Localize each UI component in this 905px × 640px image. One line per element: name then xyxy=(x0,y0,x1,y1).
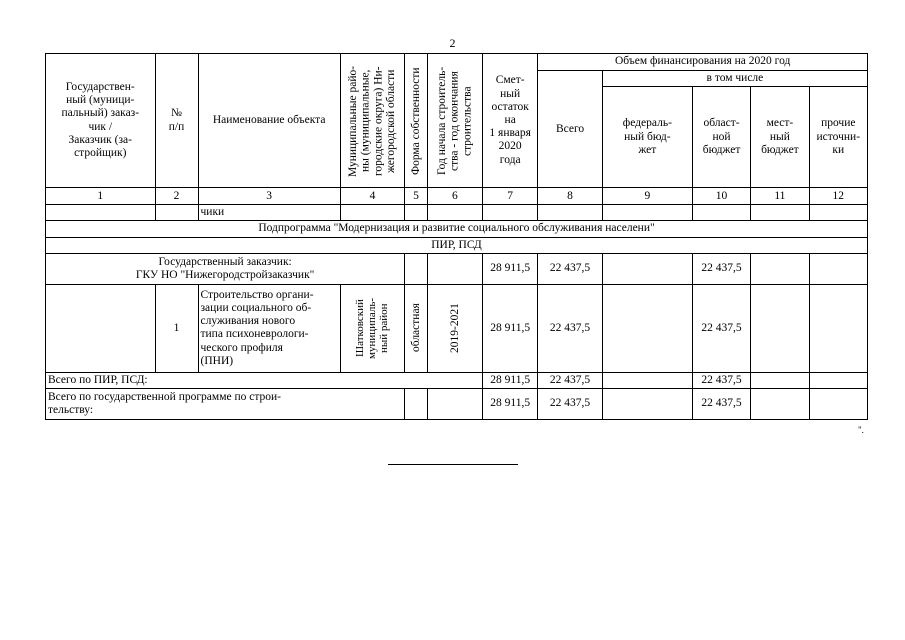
header-regional: област- ной бюджет xyxy=(692,87,750,188)
header-financing: Объем финансирования на 2020 год xyxy=(538,54,868,71)
col-number: 9 xyxy=(602,188,692,205)
col-number: 4 xyxy=(340,188,404,205)
remainder-value: 28 911,5 xyxy=(483,253,538,284)
continuation-row xyxy=(46,205,868,221)
horizontal-rule xyxy=(388,464,518,465)
item-years: 2019-2021 xyxy=(427,284,482,372)
col-number: 7 xyxy=(483,188,538,205)
item-name: Строительство органи- зации социального об- служивания нового типа психоневрологи- ческого профиля (ПНИ) xyxy=(198,284,340,372)
item-municipality: Шатковский муниципаль- ный район xyxy=(340,284,404,372)
header-row-1 xyxy=(46,54,868,71)
continuation-text: чики xyxy=(198,205,340,221)
header-local: мест- ный бюджет xyxy=(751,87,809,188)
regional-value: 22 437,5 xyxy=(692,389,750,420)
item-ownership: областная xyxy=(405,284,428,372)
col-number: 12 xyxy=(809,188,867,205)
col-number: 11 xyxy=(751,188,809,205)
regional-value: 22 437,5 xyxy=(692,284,750,372)
subprogram-row xyxy=(46,221,868,237)
header-object-name: Наименование объекта xyxy=(198,54,340,188)
header-total: Всего xyxy=(538,71,602,188)
col-number: 2 xyxy=(155,188,198,205)
total-program-row xyxy=(46,389,868,420)
header-other: прочие источни- ки xyxy=(809,87,867,188)
subprogram-title: Подпрограмма "Модернизация и развитие социального обслуживания населени" xyxy=(46,221,868,237)
header-federal: федераль- ный бюд- жет xyxy=(602,87,692,188)
item-num: 1 xyxy=(155,284,198,372)
col-number: 10 xyxy=(692,188,750,205)
total-pir-label: Всего по ПИР, ПСД: xyxy=(46,372,483,388)
col-number: 1 xyxy=(46,188,156,205)
col-number: 5 xyxy=(405,188,428,205)
closing-quote-mark: ". xyxy=(858,425,864,435)
remainder-value: 28 911,5 xyxy=(483,284,538,372)
total-value: 22 437,5 xyxy=(538,372,602,388)
remainder-value: 28 911,5 xyxy=(483,372,538,388)
customer-label: Государственный заказчик: ГКУ НО "Нижегородстройзаказчик" xyxy=(46,253,405,284)
page-number: 2 xyxy=(449,36,456,50)
col-number: 3 xyxy=(198,188,340,205)
total-value: 22 437,5 xyxy=(538,284,602,372)
customer-row xyxy=(46,253,868,284)
item-row xyxy=(46,284,868,372)
header-customer: Государствен- ный (муници- пальный) заказ- чик / Заказчик (за- стройщик) xyxy=(46,54,156,188)
header-ownership: Форма собственности xyxy=(405,54,428,188)
total-program-label: Всего по государственной программе по строи- тельству: xyxy=(46,389,405,420)
section-row xyxy=(46,237,868,253)
col-number: 8 xyxy=(538,188,602,205)
header-years: Год начала строитель- ства - год окончания строительства xyxy=(427,54,482,188)
total-pir-row xyxy=(46,372,868,388)
regional-value: 22 437,5 xyxy=(692,372,750,388)
total-value: 22 437,5 xyxy=(538,253,602,284)
header-num: № п/п xyxy=(155,54,198,188)
col-number: 6 xyxy=(427,188,482,205)
header-remainder: Смет- ный остаток на 1 января 2020 года xyxy=(483,54,538,188)
header-including: в том числе xyxy=(602,71,867,87)
column-numbers-row xyxy=(46,188,868,205)
remainder-value: 28 911,5 xyxy=(483,389,538,420)
regional-value: 22 437,5 xyxy=(692,253,750,284)
financing-table xyxy=(45,53,868,420)
total-value: 22 437,5 xyxy=(538,389,602,420)
section-title: ПИР, ПСД xyxy=(46,237,868,253)
header-municipality: Муниципальные райо- ны (муниципальные, городские округа) Ни- жегородской области xyxy=(340,54,404,188)
